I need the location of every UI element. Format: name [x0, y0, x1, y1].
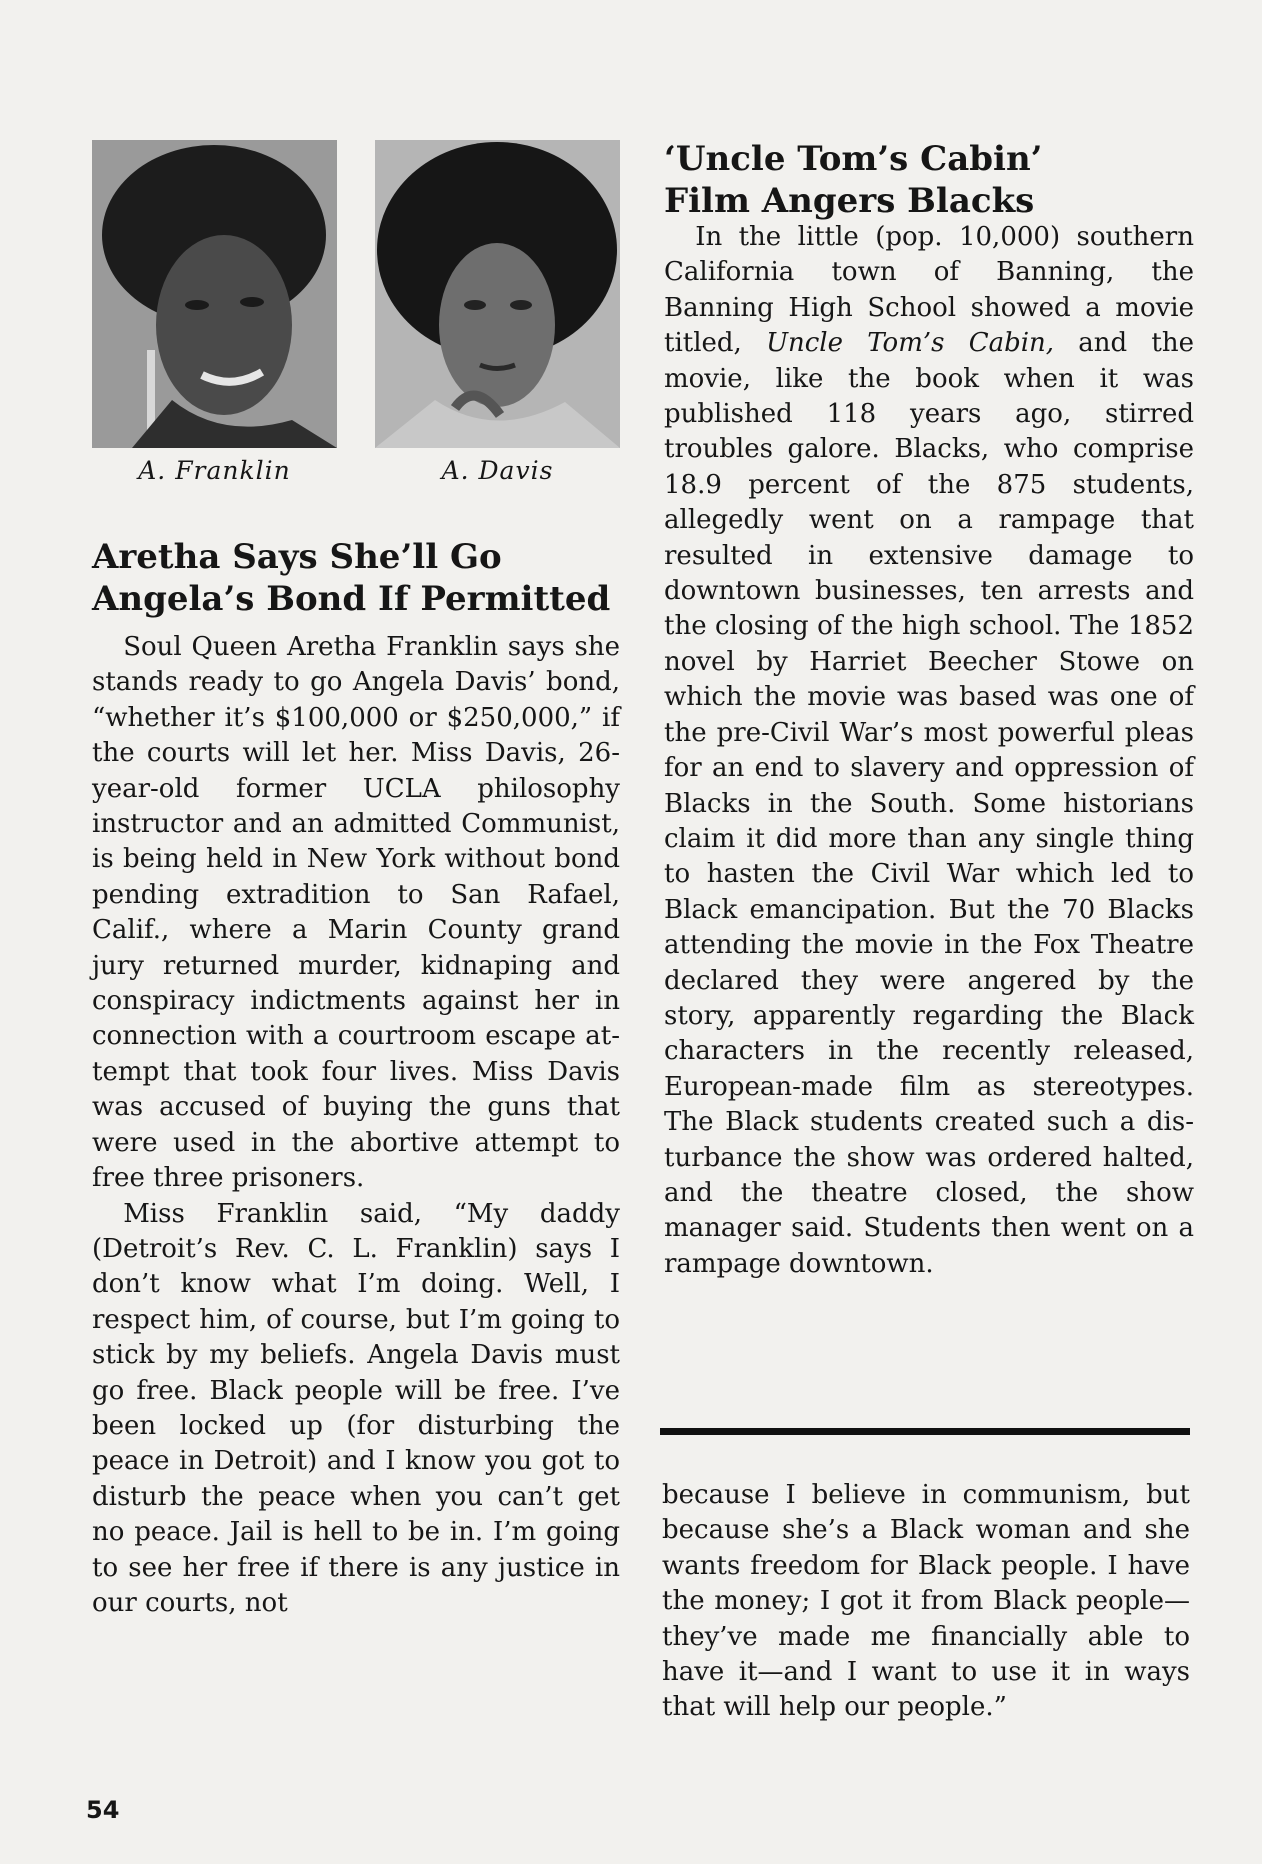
- headline-aretha-article: [92, 536, 622, 620]
- headline-uncle-toms-cabin-article: [664, 138, 1204, 222]
- headline-uncle-tom-line1: ‘Uncle Tom’s Cabin’: [664, 139, 1043, 179]
- column-divider-rule: [660, 1428, 1190, 1435]
- aretha-paragraph-1: Soul Queen Aretha Franklin says she stands ready to go Angela Davis’ bond, “whether it’s $100,000 or $250,000,” if the courts will let her. Miss Davis, 26-year-old former UCLA philosophy instructor and an admitted Communist, is being held in New York without bond pending extradition to San Rafael, Calif., where a Marin County grand jury returned murder, kidnaping and conspiracy indictments against her in connection with a courtroom escape attempt that took four lives. Miss Davis was accused of buying the guns that were used in the abortive attempt to free three prisoners.: [92, 632, 620, 1194]
- photo-aretha-franklin: [92, 140, 337, 448]
- page-number: 54: [86, 1796, 120, 1824]
- article-aretha-body-right: [662, 1478, 1190, 1726]
- film-title: Uncle Tom’s Cabin,: [766, 328, 1055, 359]
- portrait-franklin-image: [92, 140, 337, 448]
- aretha-paragraph-2: Miss Franklin said, “My daddy (Detroit’s Rev. C. L. Franklin) says I don’t know what I’m doing. Well, I respect him, of course, but I’m going to stick by my beliefs. Angela Davis must go free. Black people will be free. I’ve been locked up (for disturbing the peace in Detroit) and I know you got to disturb the peace when you can’t get no peace. Jail is hell to be in. I’m going to see her free if there is any justice in our courts, not: [92, 1198, 620, 1618]
- headline-aretha-line2: Angela’s Bond If Permitted: [92, 579, 611, 619]
- headline-uncle-tom-line2: Film Angers Blacks: [664, 181, 1035, 221]
- uncle-tom-text-a: In the little (pop. 10,000) southern California town of Banning, the Banning High School showed a movie titled,: [664, 222, 1194, 359]
- article-aretha-body-left: [92, 630, 620, 1621]
- caption-davis: A. Davis: [441, 456, 554, 485]
- uncle-tom-paragraph-1: [664, 220, 1194, 1282]
- headline-aretha-line1: Aretha Says She’ll Go: [92, 537, 502, 577]
- portrait-davis-image: [375, 140, 620, 448]
- uncle-tom-text-b: and the movie, like the book when it was published 118 years ago, stirred troubles galore. Blacks, who comprise 18.9 percent of the 875 students, allegedly went on a rampage that resulted in extensive damage to downtown businesses, ten arrests and the closing of the high school. The 1852 novel by Harriet Beecher Stowe on which the movie was based was one of the pre-Civil War’s most powerful pleas for an end to slavery and oppression of Blacks in the South. Some historians claim it did more than any single thing to hasten the Civil War which led to Black emancipation. But the 70 Blacks attending the movie in the Fox Theatre declared they were angered by the story, apparently regarding the Black characters in the recently released, European-made film as stereotypes. The Black students created such a disturbance the show was ordered halted, and the theatre closed, the show manager said. Students then went on a rampage downtown.: [664, 328, 1194, 1279]
- aretha-paragraph-3: because I believe in communism, but because she’s a Black woman and she wants freedom for Black people. I have the money; I got it from Black people—they’ve made me financially able to have it—and I want to use it in ways that will help our people.”: [662, 1480, 1190, 1723]
- caption-franklin: A. Franklin: [138, 456, 291, 485]
- article-uncle-tom-body: [664, 220, 1194, 1282]
- photo-angela-davis: [375, 140, 620, 448]
